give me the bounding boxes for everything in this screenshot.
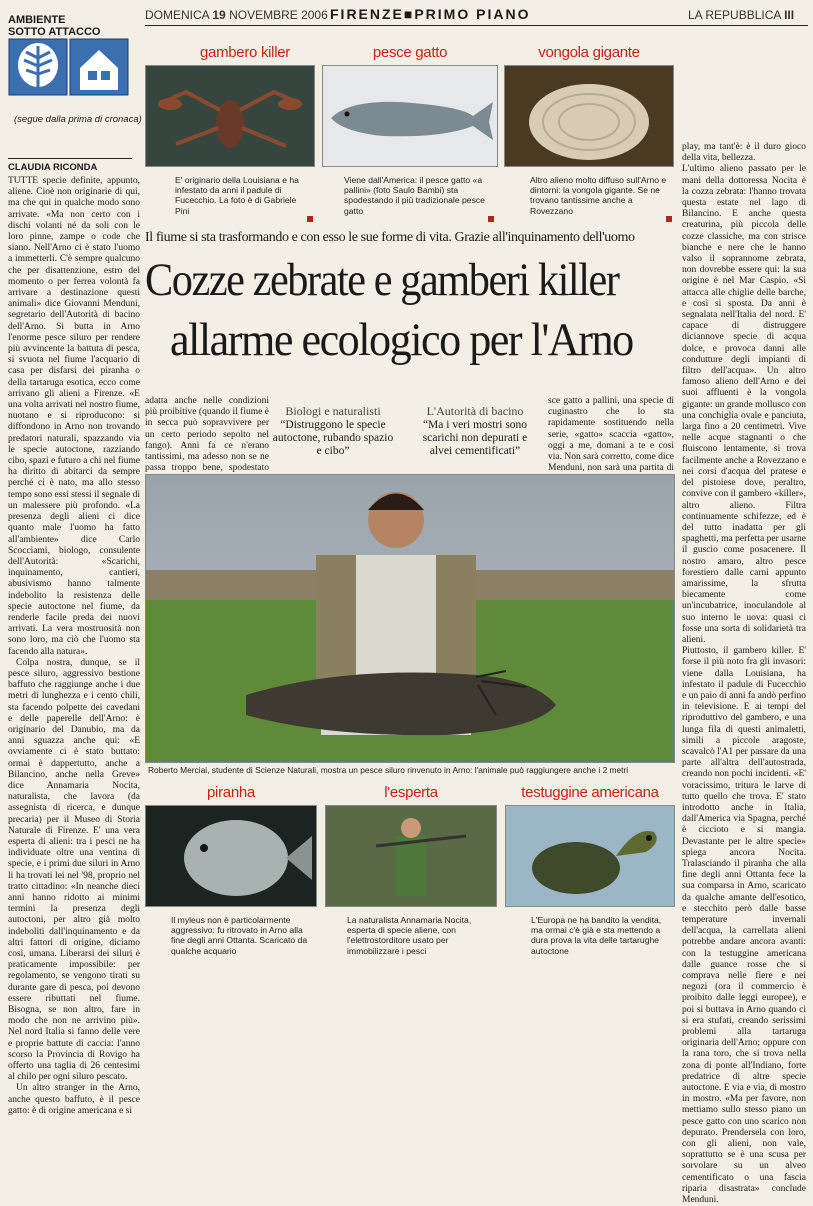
naturalist-photo	[325, 805, 497, 907]
bottom-photo-1-title: piranha	[207, 784, 255, 801]
quote-autorita	[412, 404, 538, 458]
catfish-photo	[322, 65, 498, 167]
continuation-note: (segue dalla prima di cronaca)	[14, 114, 142, 125]
article-text-part-3: Un altro stranger in the Arno, anche questo baffuto, è il pesce gatto: è di origine americana e si	[8, 1083, 140, 1116]
left-column	[8, 176, 140, 1116]
caption-marker	[666, 216, 672, 222]
quote-biologi	[272, 404, 394, 458]
crayfish-icon	[146, 66, 314, 166]
bottom-photo-1-caption: Il myleus non è particolarmente aggressivo: fu ritrovato in Arno alla fine degli anni Ottanta. Scaricato da qualche acquario	[171, 915, 308, 956]
byline-rule	[8, 158, 132, 159]
main-photo	[145, 474, 675, 763]
quote-2-speaker: L'Autorità di bacino	[426, 404, 524, 418]
header-rule	[145, 25, 808, 26]
mid-left-column	[145, 396, 269, 472]
right-column	[682, 142, 806, 1206]
caption-marker	[488, 216, 494, 222]
article-text-part-1: TUTTE specie definite, appunto, aliene. Cioè non originarie di qui, ma che qui in qualche modo sono arrivate. «Ma non certo con i dischi volanti né da soli con le loro pinne, zampe o code che siano. Nell'Arno ci è stato l'uomo a immetterli. C'è sempre qualcuno che per disattenzione, estro del momento o per ferrea volontà fa arrivare a destinazione questi animali» dice Giovanni Menduni, segretario dell'Autorità di bacino dell'Arno. Si butta in Arno l'enorme pesce siluro per rendere più avvincente la battuta di pesca, si svuota nel fiume l'acquario di casa per disfarsi dei piranha o della tartaruga esotica, ecco come arrivano gli alieni a Firenze. «E una volta arrivati nel nostro fiume, nuotano e si riproducono: si diffondono in Arno non trovando predatori naturali, spazzando via le specie autoctone, razziando cibo, spazi e futuro a chi nel fiume ha diritto di abitarci da sempre perché ci è nato, ma allo stesso tempo sono essi stessi il segnale di un malessere più profondo. «La presenza degli alieni ci dice quanto male l'uomo ha fatto all'ambiente» dice Carlo Scocciami, biologo, consulente dell'Autorità: «Scarichi, inquinamento, cantieri, abusivismo hanno talmente indebolito la resistenza delle specie autoctone nel fiume, da renderle facile preda dei nuovi arrivati. La vera mostruosità non sono loro, ma ciò che l'uomo sta facendo alla natura».	[8, 176, 140, 657]
main-photo-caption: Roberto Merciai, studente di Scienze Naturali, mostra un pesce siluro rinvenuto in Arno: l'animale può raggiungere anche i 2 metri	[148, 765, 629, 775]
quote-1-text: “Distruggono le specie autoctone, rubando spazio e cibo”	[272, 419, 394, 457]
top-photo-1-caption: E' originario della Louisiana e ha infestato da anni il padule di Fucecchio. La foto è di Gabriele Pini	[175, 175, 299, 216]
bottom-photo-2-title: l'esperta	[384, 784, 438, 801]
top-photo-1-title: gambero killer	[199, 44, 290, 61]
date-day: 19	[212, 8, 226, 22]
mid-right-text: sce gatto a pallini, una specie di cuginastro che lo sta rapidamente sostituendo nella serie, «gatto» scaccia «gatto», oggi a me, domani a te e così via. Non sarà corretto, come dice Menduni, non sarà una partita di	[548, 396, 674, 474]
crayfish-photo	[145, 65, 315, 167]
date-weekday: DOMENICA	[145, 8, 210, 22]
quote-2-text: “Ma i veri mostri sono scarichi non depurati e alvei cementificati”	[422, 419, 528, 457]
mid-right-column	[548, 396, 674, 472]
piranha-icon	[146, 806, 316, 906]
turtle-photo	[505, 805, 675, 907]
bottom-photo-2-caption: La naturalista Annamaria Nocita, esperta di specie aliene, con l'elettrostorditore usato per immobilizzare i pesci	[347, 915, 472, 956]
paper-label: LA REPUBBLICA	[688, 8, 781, 22]
top-photo-vongola	[504, 44, 674, 226]
date-line	[145, 8, 328, 22]
turtle-icon	[506, 806, 674, 906]
byline: CLAUDIA RICONDA	[8, 162, 98, 173]
logo-line-2: SOTTO ATTACCO	[8, 26, 101, 38]
logo-line-1: AMBIENTE	[8, 14, 66, 26]
headline-line-1: Cozze zebrate e gamberi killer	[145, 254, 619, 306]
quote-1-speaker: Biologi e naturalisti	[285, 404, 381, 418]
top-photo-2-caption: Viene dall'America: il pesce gatto «a pallini» (foto Saulo Bambi) sta spodestando il più tradizionale pesce gatto	[344, 175, 485, 216]
bottom-photo-piranha	[145, 784, 317, 960]
section-title: FIRENZE■PRIMO PIANO	[330, 6, 531, 22]
mid-left-text: adatta anche nelle condizioni più proibitive (quando il fiume è in secca può sopravvivere per un certo periodo sepolto nel fango). Anni fa ce n'erano tantissimi, ma adesso non se ne passa troppo bene, spodestato	[145, 396, 269, 474]
catfish-icon	[323, 66, 497, 166]
top-photo-3-title: vongola gigante	[538, 44, 640, 61]
top-photo-2-title: pesce gatto	[372, 44, 448, 61]
article-text-part-2: Colpa nostra, dunque, se il pesce siluro, aggressivo bestione baffuto che raggiunge anche i due metri di lunghezza e i cento chili, sta facendo polpette dei cavedani e delle paperelle dell'Arno: è originario del Danubio, ma da anni sguazza anche qui: «E ovviamente ci è stato buttato: ormai è dappertutto, anche a Bilancino, anche nella Greve» dice Annamaria Nocita, naturalista, che lavora (da assegnista di ricerca, e dunque precaria) per il Museo di Storia Naturale di Firenze. E' una vera esperta di alieni: tra i pesci ne ha individuate oltre una ventina di specie, e i primi due siluri in Arno li ha trovati lei nel '98, proprio nel tratto cittadino: «In neanche dieci anni hanno ridotto ai minimi termini la presenza degli autoctoni, per altro già molto indeboliti dall'inquinamento e da altri fattori di origine, diciamo così, umana. Liberarsi dei siluri è praticamente impossibile: per regolamento, se vengono tirati su durante gare di pesca, poi devono essere ributtati nel fiume. Bisogna, se non altro, fare in modo che non ne arrivino più». Nel nord Italia si fanno delle vere e proprie battute di caccia: l'anno scorso la Provincia di Rovigo ha offerto una taglia di 26 centesimi al chilo per ogni siluro pescato.	[8, 657, 140, 1083]
caption-marker	[307, 216, 313, 222]
top-photo-pesce-gatto	[322, 44, 498, 226]
page-number: III	[784, 8, 795, 22]
top-photo-3-caption: Altro alieno molto diffuso sull'Arno e dintorni: la vongola gigante. Se ne trovano tantissime anche a Rovezzano	[530, 175, 667, 216]
section-logo	[8, 14, 132, 100]
paper-name	[688, 8, 794, 22]
logo-tree-house-icon	[8, 38, 130, 96]
bottom-photo-esperta	[325, 784, 497, 960]
headline-line-2: allarme ecologico per l'Arno	[170, 314, 633, 366]
bottom-photo-testuggine	[505, 784, 675, 960]
bottom-photo-3-caption: L'Europa ne ha bandito la vendita, ma ormai c'è già e sta mettendo a dura prova la vita delle tartarughe autoctone	[531, 915, 662, 956]
piranha-photo	[145, 805, 317, 907]
student-holding-siluro-icon	[146, 475, 674, 762]
kicker: Il fiume si sta trasformando e con esso le sue forme di vita. Grazie all'inquinamento dell'uomo	[145, 230, 635, 245]
clam-icon	[505, 66, 673, 166]
date-month-year: NOVEMBRE 2006	[229, 8, 328, 22]
top-photo-gambero	[145, 44, 315, 226]
right-column-text: play, ma tant'è: è il duro gioco della vita, bellezza. L'ultimo alieno passato per le mani della dottoressa Nocita è la cozza zebrata: l'hanno trovata questa estate nel lago di Bilancino. E anche questa creaturina, più piccola delle cozze classiche, ma con strisce bianche e nere che le hanno valso il soprannome zebrata, non dovrebbe essere qui: la sua origine è nel Mar Caspio. «Si attacca alle chiglie delle barche, e così si sposta. Da anni è segnalata nell'Italia del nord. E' capace di distruggere diciannove specie di acqua dolce, e provoca danni alle condutture degli impianti di filtro dell'acqua». Un altro famoso alieno dell'Arno e dei suoi affluenti è la vongola gigante: un grande mollusco con una conchiglia ovale e panciuta, larga fino a 20 centimetri. Vive nelle acque stagnanti o che fluiscono lentamente, si trova facilmente anche a Rovezzano e nei corsi d'acqua del pratese e del pistoiese dove, peraltro, convive con il gambero «killer», altro alieno. Filtra continuamente schifezze, ed è del tutto inadatta per gli spaghetti, ma perfetta per usarne il guscio come posacenere. Il nostro amaro, altro pesce forestiero dalle carni appunto amarissime, la sfrutta biecamente come un'incubatrice, inoculandole al suo interno le uova: quasi ci fosse una sorta di solidarietà tra alieni. Piuttosto, il gambero killer. E' forse il più noto fra gli invasori: viene dalla Louisiana, ha infestato il padule di Fucecchio e un paio di anni fa andò perfino in televisione. E ai tempi del riproduttivo del gambero, e una lunga fila di questi animaletti, simili a piccole aragoste, scavalcò l'A1 per passare da una parte all'altra dell'autostrada, creando non pochi incidenti. «E' voracissimo, tritura le larve di tutto quello che trova. E' stato introdotto anche in Italia, dall'America via Spagna, perché è ciccioto e si mangia. Devastante per le altre specie» spiega ancora Nocita. Tralasciando il piranha che alla fine degli anni Ottanta fece la sua comparsa in Arno, scaricato da qualche amante dell'esotico, e stecchito però dalle basse temperature invernali dell'acqua, la carrellata alieni potrebbe andare ancora avanti: con la testuggine americana dalle guance rosse che si comprava nelle fiere e nei negozi (ora il commercio è proibito dalle leggi europee), e poi si buttava in Arno quando ci si era stufati, creando serissimi problemi alla tartaruga originaria dell'Arno; oppure con la rana toro, che si trova nella zona di ponte all'Indiano, forte predatrice di altre specie autoctone. E via e via, di mostro in mostro. «Ma per favore, non mettiamo sullo stesso piano un pesce gatto con uno scarico non depurato. Prendersela con loro, con gli alieni, non vale, soprattutto se è una scusa per sorvolare su un alveo cementificato o una fascia riparia disastrata» conclude Menduni.	[682, 142, 806, 1206]
bottom-photo-3-title: testuggine americana	[521, 784, 659, 801]
clam-photo	[504, 65, 674, 167]
naturalist-icon	[326, 806, 496, 906]
